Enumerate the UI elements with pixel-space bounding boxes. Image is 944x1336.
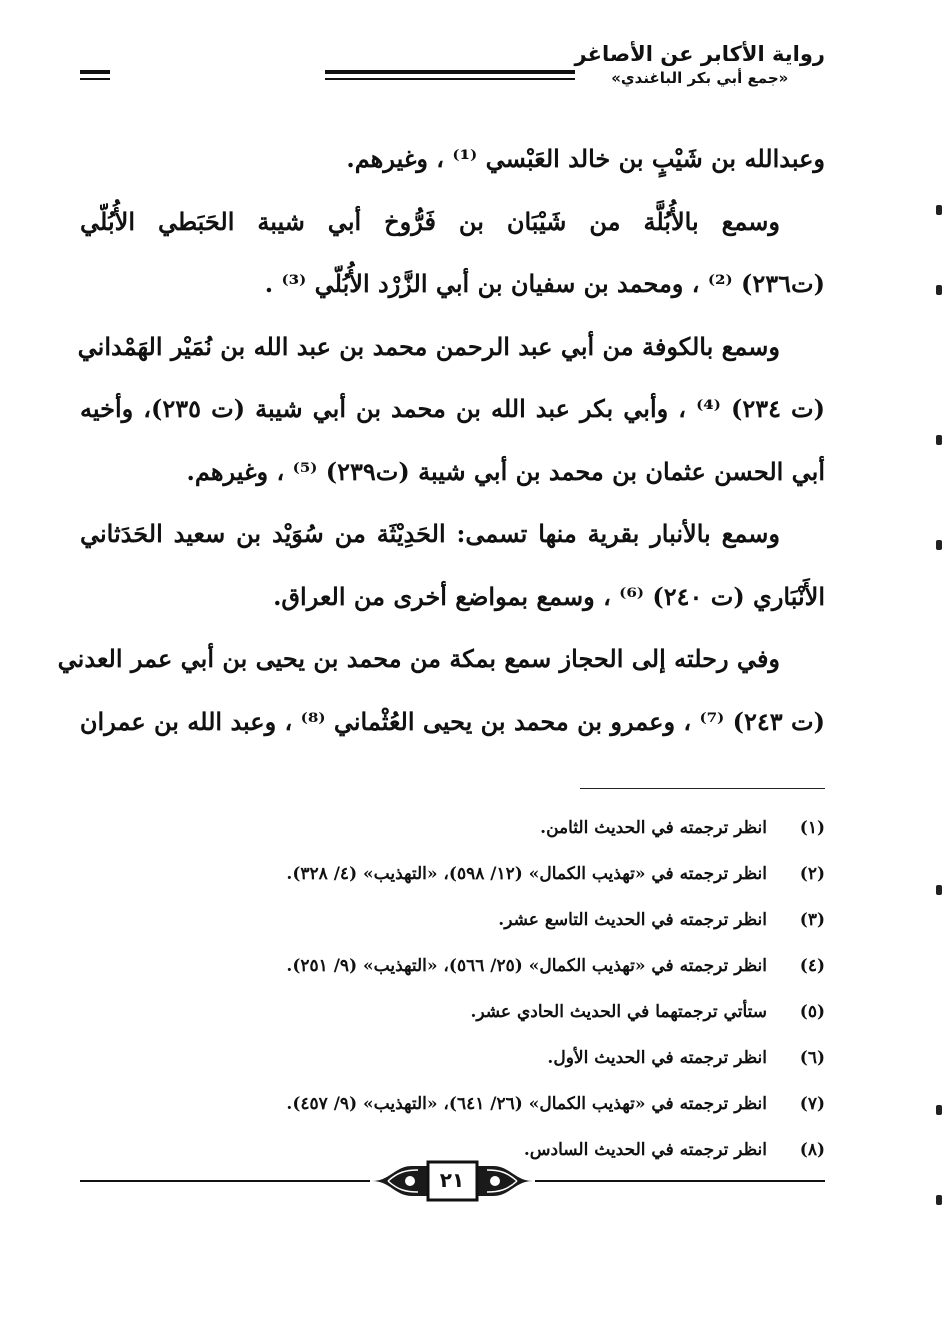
scan-edge-mark	[936, 1195, 942, 1205]
footnote-number: (٥)	[799, 1002, 825, 1022]
footnote-number: (٤)	[799, 956, 825, 976]
footnote-number: (٧)	[799, 1094, 825, 1114]
footnote-text: انظر ترجمته في «تهذيب الكمال» (٢٥/ ٥٦٦)، «التهذيب» (٩/ ٢٥١).	[286, 956, 767, 976]
footnotes	[200, 805, 825, 1173]
footnote-4	[200, 943, 825, 989]
footnote-text: انظر ترجمته في الحديث التاسع عشر.	[498, 910, 767, 930]
scan-edge-mark	[936, 540, 942, 550]
text-line-7: وسمع بالأنبار بقرية منها تسمى: الحَدِيْثَة من سُوَيْد بن سعيد الحَدَثاني	[80, 519, 780, 548]
footnote-text: انظر ترجمته في الحديث الأول.	[547, 1048, 767, 1068]
scan-edge-mark	[936, 1105, 942, 1115]
text-line-6: أبي الحسن عثمان بن محمد بن أبي شيبة (ت٢٣٩) ⁽⁵⁾ ، وغيرهم.	[186, 456, 825, 486]
header-rule-long	[325, 70, 575, 74]
page-footer	[80, 1150, 825, 1210]
footnote-number: (٦)	[799, 1048, 825, 1068]
header-titles	[575, 40, 825, 88]
text-line-9: وفي رحلته إلى الحجاز سمع بمكة من محمد بن يحيى بن أبي عمر العدني	[57, 644, 780, 673]
footnote-number: (٣)	[799, 910, 825, 930]
text-line-1: وعبدالله بن شَيْبٍ بن خالد العَبْسي ⁽¹⁾ ، وغيرهم.	[346, 144, 825, 173]
book-subtitle: «جمع أبي بكر الباغندي»	[611, 69, 789, 87]
header-rule-short	[80, 70, 110, 74]
footnote-text: انظر ترجمته في الحديث السادس.	[523, 1140, 767, 1160]
footnote-number: (١)	[799, 818, 825, 838]
footnote-6	[200, 1035, 825, 1081]
scan-edge-mark	[936, 435, 942, 445]
page-number: ٢١	[439, 1168, 465, 1192]
footnote-text: انظر ترجمته في «تهذيب الكمال» (١٢/ ٥٩٨)، «التهذيب» (٤/ ٣٢٨).	[286, 864, 767, 884]
footnote-number: (٨)	[799, 1140, 825, 1160]
footnote-7	[200, 1081, 825, 1127]
footnote-5	[200, 989, 825, 1035]
text-line-10: (ت ٢٤٣) ⁽⁷⁾ ، وعمرو بن محمد بن يحيى العُثْماني ⁽⁸⁾ ، وعبد الله بن عمران	[79, 706, 825, 736]
footnote-text: انظر ترجمته في الحديث الثامن.	[540, 818, 767, 838]
running-header	[80, 30, 825, 100]
footnote-text: انظر ترجمته في «تهذيب الكمال» (٢٦/ ٦٤١)، «التهذيب» (٩/ ٤٥٧).	[286, 1094, 767, 1114]
footnote-2	[200, 851, 825, 897]
footnote-3	[200, 897, 825, 943]
text-line-2: وسمع بالأُبُلَّة من شَيْبَان بن فَرُّوخ أبي شيبة الحَبَطي الأُبُلّي	[80, 206, 780, 236]
scan-edge-mark	[936, 205, 942, 215]
text-line-5: (ت ٢٣٤) ⁽⁴⁾ ، وأبي بكر عبد الله بن محمد بن أبي شيبة (ت ٢٣٥)، وأخيه	[80, 394, 826, 423]
footer-rule-left	[80, 1180, 370, 1182]
footnote-1	[200, 805, 825, 851]
book-title: رواية الأكابر عن الأصاغر	[574, 42, 825, 66]
footnote-text: ستأتي ترجمتهما في الحديث الحادي عشر.	[470, 1002, 767, 1022]
footer-rule-right	[535, 1180, 825, 1182]
scan-edge-mark	[936, 885, 942, 895]
scan-edge-mark	[936, 285, 942, 295]
text-line-8: الأَنْبَاري (ت ٢٤٠) ⁽⁶⁾ ، وسمع بمواضع أخرى من العراق.	[273, 581, 825, 611]
text-line-4: وسمع بالكوفة من أبي عبد الرحمن محمد بن عبد الله بن نُمَيْر الهَمْداني	[77, 331, 780, 361]
footnote-number: (٢)	[799, 864, 825, 884]
text-line-3: (ت٢٣٦) ⁽²⁾ ، ومحمد بن سفيان بن أبي الزَّرْد الأُبُلّي ⁽³⁾ .	[264, 269, 825, 298]
main-text	[57, 128, 826, 753]
footnote-separator	[580, 788, 825, 789]
